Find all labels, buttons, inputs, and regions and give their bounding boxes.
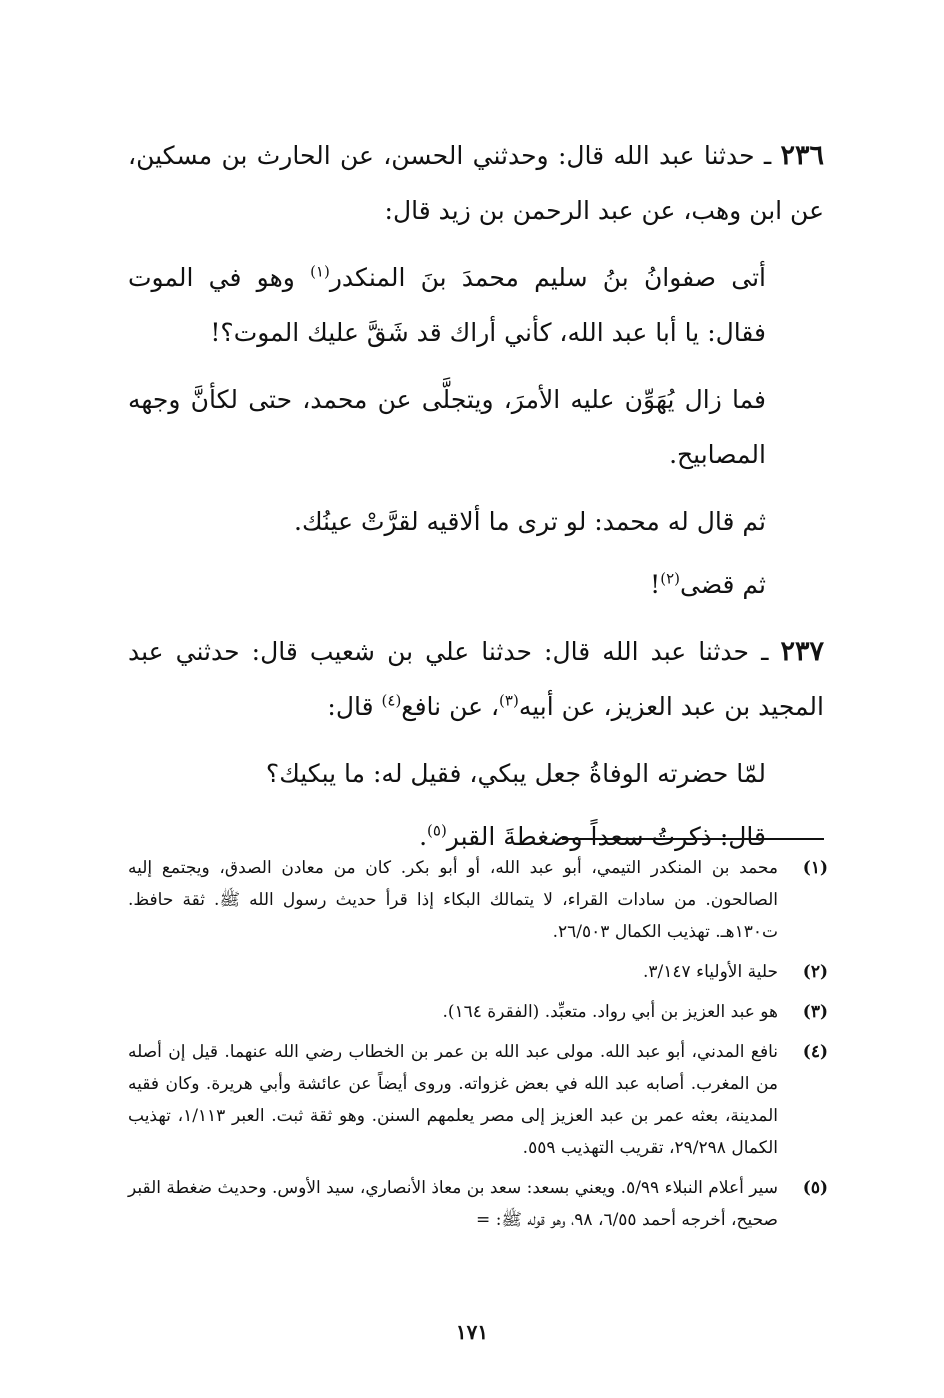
paragraph [128, 250, 824, 360]
paragraph [128, 494, 824, 549]
footnote-text: هو عبد العزيز بن أبي رواد. متعبِّد. (الفقرة ١٦٤). [442, 1002, 778, 1022]
footnote-text: حلية الأولياء ٣/١٤٧. [643, 962, 778, 982]
footnote-ref[interactable]: (٣) [499, 691, 519, 710]
paragraph-text: قال: [327, 692, 382, 721]
footnote-text: محمد بن المنكدر التيمي، أبو عبد الله، أو أبو بكر. كان من معادن الصدق، ويجتمع إليه الصالحون. من سادات القراء، لا يتمالك البكاء إذا قرأ حديث رسول الله ﷺ. ثقة حافظ. ت١٣٠هـ. تهذيب الكمال ٢٦/٥٠٣. [128, 858, 778, 942]
paragraph-text: ثم قال له محمد: لو ترى ما ألاقيه لقرَّتْ عينُك. [294, 507, 766, 536]
paragraph-text: ! [650, 570, 661, 599]
footnote-item [128, 956, 828, 988]
paragraph-text: ـ حدثنا عبد الله قال: وحدثني الحسن، عن الحارث بن مسكين، عن ابن وهب، عن عبد الرحمن بن زيد قال: [128, 141, 824, 225]
entry-number: ٢٣٦ [780, 140, 824, 171]
footnote-item [128, 996, 828, 1028]
footnote-ref[interactable]: (٢) [660, 569, 680, 588]
footnote-text: سير أعلام النبلاء ٥/٩٩. ويعني بسعد: سعد بن معاذ الأنصاري، سيد الأوس. وحديث ضغطة القبر صحيح، أخرجه أحمد ٦/٥٥، ٩٨، وهو قوله ﷺ: = [127, 1178, 778, 1230]
paragraph-text: . [419, 822, 428, 851]
paragraph-text: فما زال يُهَوِّن عليه الأمرَ، ويتجلَّى عن محمد، حتى لكأنَّ وجهه المصابيح. [128, 385, 766, 469]
paragraph [128, 557, 824, 612]
paragraph-text: وهو في الموت فقال: يا أبا عبد الله، كأني أراك قد شَقَّ عليك الموت؟! [128, 263, 766, 347]
paragraph [128, 746, 824, 801]
footnote-ref[interactable]: (٤) [381, 691, 402, 710]
paragraph [128, 372, 824, 482]
footnote-divider [562, 838, 824, 840]
footnote-number: (٤) [802, 1042, 828, 1062]
paragraph-236 [128, 128, 824, 238]
paragraph-text: ـ حدثنا عبد الله قال: حدثنا علي بن شعيب قال: حدثني عبد المجيد بن عبد العزيز، عن أبيه [128, 637, 824, 721]
footnote-number: (٢) [802, 962, 828, 982]
footnote-item [128, 852, 828, 948]
paragraph-text: ، عن نافع [401, 692, 500, 721]
footnote-number: (٣) [802, 1002, 828, 1022]
footnote-item [128, 1036, 828, 1164]
page-number: ١٧١ [455, 1320, 489, 1344]
footnotes [128, 852, 828, 1244]
paragraph-text: ثم قضى [679, 570, 766, 599]
footnote-item [128, 1172, 828, 1236]
paragraph-text: لمّا حضرته الوفاةُ جعل يبكي، فقيل له: ما يبكيك؟ [265, 759, 766, 788]
footnote-number: (٥) [802, 1178, 828, 1198]
paragraph-text: أتى صفوانُ بنُ سليم محمدَ بنَ المنكدر [329, 263, 766, 292]
entry-number: ٢٣٧ [780, 636, 824, 667]
main-text [128, 128, 824, 872]
paragraph-text: قال: ذكرتُ سعداً وضغطةَ القبر [446, 822, 766, 851]
footnote-ref[interactable]: (٥) [427, 821, 447, 840]
paragraph-237 [128, 624, 824, 734]
footnote-number: (١) [802, 858, 828, 878]
footnote-ref[interactable]: (١) [310, 262, 330, 281]
footnote-text: نافع المدني، أبو عبد الله. مولى عبد الله بن عمر بن الخطاب رضي الله عنهما. قيل إن أصله من المغرب. أصابه عبد الله في بعض غزواته. وروى أيضاً عن عائشة وأبي هريرة. وكان فقيه المدينة، بعثه عمر بن عبد العزيز إلى مصر يعلمهم السنن. وهو ثقة ثبت. العبر ١/١١٣، تهذيب الكمال ٢٩/٢٩٨، تقريب التهذيب ٥٥٩. [128, 1042, 778, 1158]
